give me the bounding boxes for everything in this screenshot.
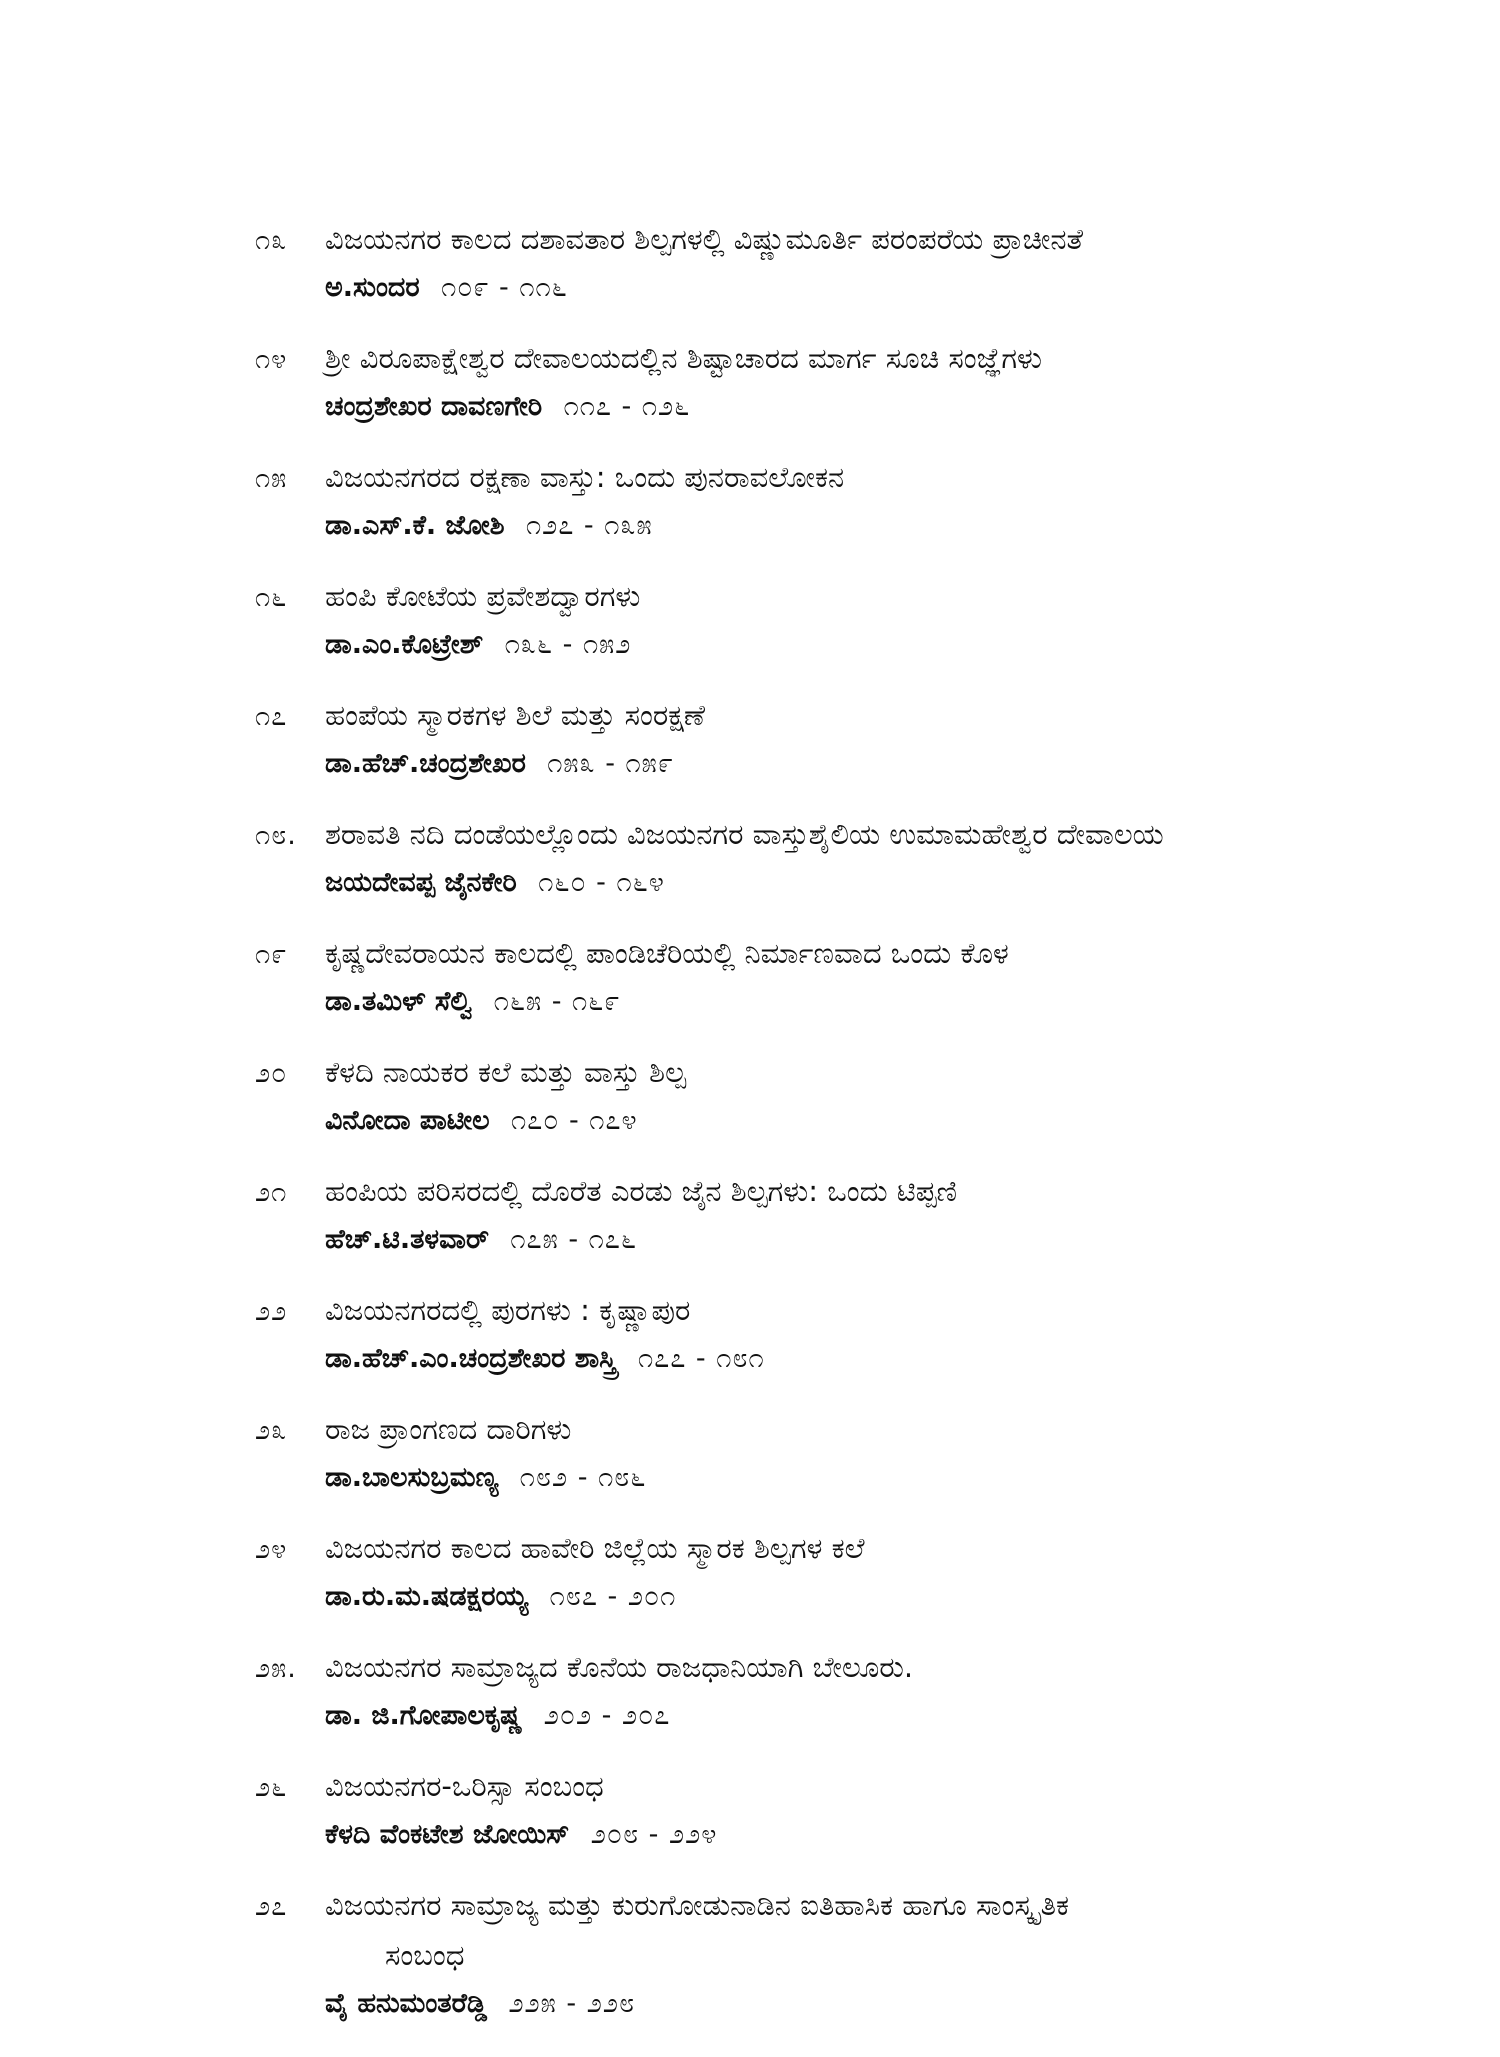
entry-pages: ೨೦೨ - ೨೦೭ [543, 1700, 671, 1731]
entry-number: ೧೩ [255, 225, 288, 256]
entry-pages: ೧೭೫ - ೧೭೬ [510, 1224, 638, 1255]
entry-pages: ೧೬೦ - ೧೬೪ [538, 867, 665, 898]
entry-number: ೨೬ [255, 1772, 288, 1803]
entry-author: ಡಾ. ಜಿ.ಗೋಪಾಲಕೃಷ್ಣ [325, 1700, 523, 1731]
entry-title: ವಿಜಯನಗರ ಕಾಲದ ಹಾವೇರಿ ಜಿಲ್ಲೆಯ ಸ್ಮಾರಕ ಶಿಲ್ಪಗಳ ಕಲೆ [325, 1531, 865, 1565]
entry-author: ಡಾ.ಬಾಲಸುಬ್ರಮಣ್ಯ [325, 1462, 499, 1493]
entry-number: ೨೧ [255, 1177, 288, 1208]
entry-pages: ೧೮೨ - ೧೮೬ [519, 1462, 647, 1493]
entry-title: ಹಂಪಿಯ ಪರಿಸರದಲ್ಲಿ ದೊರೆತ ಎರಡು ಜೈನ ಶಿಲ್ಪಗಳು: ಒಂದು ಟಿಪ್ಪಣಿ [325, 1174, 958, 1208]
entry-author: ಚಂದ್ರಶೇಖರ ದಾವಣಗೇರಿ [325, 391, 543, 422]
toc-entry [255, 579, 1275, 679]
entry-pages: ೧೩೬ - ೧೫೨ [504, 629, 632, 660]
table-of-contents [255, 222, 1275, 2057]
entry-pages: ೧೦೯ - ೧೧೬ [441, 272, 568, 303]
entry-pages: ೧೨೭ - ೧೩೫ [525, 510, 653, 541]
entry-number: ೧೪ [255, 344, 288, 375]
toc-entry [255, 341, 1275, 441]
entry-pages: ೧೬೫ - ೧೬೯ [493, 986, 621, 1017]
toc-entry [255, 1174, 1275, 1274]
entry-pages: ೧೮೭ - ೨೦೧ [549, 1581, 677, 1612]
entry-number: ೧೯ [255, 939, 288, 970]
toc-entry [255, 1888, 1275, 2038]
toc-entry [255, 460, 1275, 560]
entry-title: ವಿಜಯನಗರದಲ್ಲಿ ಪುರಗಳು : ಕೃಷ್ಣಾಪುರ [325, 1293, 691, 1327]
entry-title: ಕೃಷ್ಣದೇವರಾಯನ ಕಾಲದಲ್ಲಿ ಪಾಂಡಿಚೆರಿಯಲ್ಲಿ ನಿರ್ಮಾಣವಾದ ಒಂದು ಕೊಳ [325, 936, 1009, 970]
entry-pages: ೨೨೫ - ೨೨೮ [508, 1988, 636, 2019]
toc-entry [255, 698, 1275, 798]
toc-entry [255, 1769, 1275, 1869]
entry-title: ಕೆಳದಿ ನಾಯಕರ ಕಲೆ ಮತ್ತು ವಾಸ್ತು ಶಿಲ್ಪ [325, 1055, 687, 1089]
entry-author: ಡಾ.ಹೆಚ್.ಎಂ.ಚಂದ್ರಶೇಖರ ಶಾಸ್ತ್ರಿ [325, 1343, 617, 1374]
entry-title: ವಿಜಯನಗರ-ಒರಿಸ್ಸಾ ಸಂಬಂಧ [325, 1769, 604, 1803]
entry-title: ವಿಜಯನಗರ ಸಾಮ್ರಾಜ್ಯ ಮತ್ತು ಕುರುಗೋಡುನಾಡಿನ ಐತಿಹಾಸಿಕ ಹಾಗೂ ಸಾಂಸ್ಕೃತಿಕ [325, 1888, 1070, 1922]
toc-entry [255, 936, 1275, 1036]
entry-number: ೧೫ [255, 463, 288, 494]
entry-author: ವೈ ಹನುಮಂತರೆಡ್ಡಿ [325, 1988, 488, 2019]
entry-pages: ೧೧೭ - ೧೨೬ [563, 391, 691, 422]
entry-pages: ೧೭೦ - ೧೭೪ [511, 1105, 638, 1136]
entry-author: ಡಾ.ತಮಿಳ್ ಸೆಲ್ವಿ [325, 986, 473, 1017]
toc-entry [255, 1650, 1275, 1750]
toc-entry [255, 1055, 1275, 1155]
entry-number: ೧೬ [255, 582, 288, 613]
entry-number: ೨೫. [255, 1653, 297, 1684]
entry-number: ೨೨ [255, 1296, 288, 1327]
entry-title: ವಿಜಯನಗರದ ರಕ್ಷಣಾ ವಾಸ್ತು: ಒಂದು ಪುನರಾವಲೋಕನ [325, 460, 845, 494]
entry-title: ಹಂಪಿ ಕೋಟೆಯ ಪ್ರವೇಶದ್ವಾರಗಳು [325, 579, 641, 613]
entry-author: ವಿನೋದಾ ಪಾಟೀಲ [325, 1105, 490, 1136]
entry-title: ಶ್ರೀ ವಿರೂಪಾಕ್ಷೇಶ್ವರ ದೇವಾಲಯದಲ್ಲಿನ ಶಿಷ್ಟಾಚಾರದ ಮಾರ್ಗ ಸೂಚಿ ಸಂಜ್ಞೆಗಳು [325, 341, 1042, 375]
entry-author: ಡಾ.ಹೆಚ್.ಚಂದ್ರಶೇಖರ [325, 748, 526, 779]
entry-number: ೨೪ [255, 1534, 288, 1565]
entry-number: ೧೭ [255, 701, 288, 732]
entry-author: ಜಯದೇವಪ್ಪ ಜೈನಕೇರಿ [325, 867, 517, 898]
entry-number: ೧೮. [255, 820, 297, 851]
toc-entry [255, 222, 1275, 322]
entry-title-continuation: ಸಂಬಂಧ [385, 1938, 465, 1972]
entry-pages: ೧೫೩ - ೧೫೯ [547, 748, 674, 779]
entry-number: ೨೩ [255, 1415, 288, 1446]
entry-author: ಅ.ಸುಂದರ [325, 272, 420, 303]
entry-title: ರಾಜ ಪ್ರಾಂಗಣದ ದಾರಿಗಳು [325, 1412, 572, 1446]
entry-number: ೨೭ [255, 1891, 288, 1922]
entry-number: ೨೦ [255, 1058, 288, 1089]
entry-title: ಹಂಪೆಯ ಸ್ಮಾರಕಗಳ ಶಿಲೆ ಮತ್ತು ಸಂರಕ್ಷಣೆ [325, 698, 706, 732]
entry-author: ಹೆಚ್.ಟಿ.ತಳವಾರ್ [325, 1224, 489, 1255]
entry-title: ವಿಜಯನಗರ ಸಾಮ್ರಾಜ್ಯದ ಕೊನೆಯ ರಾಜಧಾನಿಯಾಗಿ ಬೇಲೂರು. [325, 1650, 914, 1684]
toc-entry [255, 1531, 1275, 1631]
entry-pages: ೨೦೮ - ೨೨೪ [590, 1819, 718, 1850]
entry-author: ಕೆಳದಿ ವೆಂಕಟೇಶ ಜೋಯಿಸ್ [325, 1819, 570, 1850]
entry-title: ಶರಾವತಿ ನದಿ ದಂಡೆಯಲ್ಲೊಂದು ವಿಜಯನಗರ ವಾಸ್ತುಶೈಲಿಯ ಉಮಾಮಹೇಶ್ವರ ದೇವಾಲಯ [325, 817, 1164, 851]
entry-pages: ೧೭೭ - ೧೮೧ [637, 1343, 765, 1374]
entry-author: ಡಾ.ಎಂ.ಕೊಟ್ರೇಶ್ [325, 629, 484, 660]
entry-author: ಡಾ.ಎಸ್.ಕೆ. ಜೋಶಿ [325, 510, 505, 541]
toc-entry [255, 1412, 1275, 1512]
toc-entry [255, 1293, 1275, 1393]
entry-title: ವಿಜಯನಗರ ಕಾಲದ ದಶಾವತಾರ ಶಿಲ್ಪಗಳಲ್ಲಿ ವಿಷ್ಣುಮೂರ್ತಿ ಪರಂಪರೆಯ ಪ್ರಾಚೀನತೆ [325, 222, 1084, 256]
toc-entry [255, 817, 1275, 917]
entry-author: ಡಾ.ರು.ಮ.ಷಡಕ್ಷರಯ್ಯ [325, 1581, 529, 1612]
